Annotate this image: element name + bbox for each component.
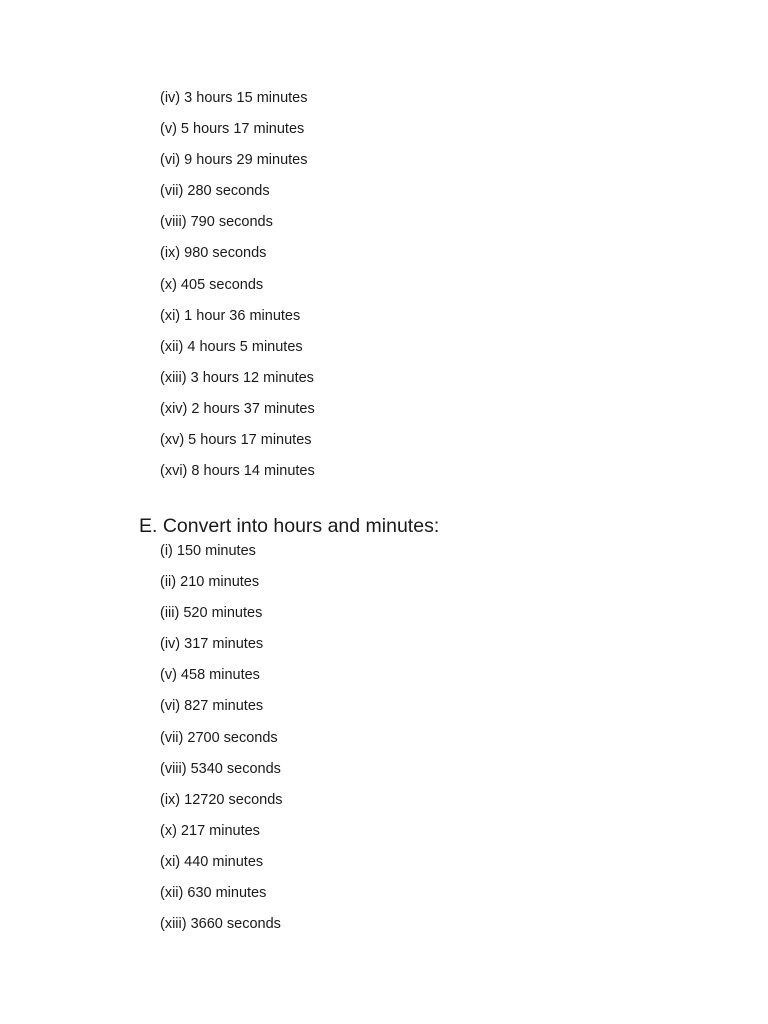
question-item: (viii) 5340 seconds [160, 760, 281, 777]
question-item: (x) 405 seconds [160, 276, 264, 293]
question-item: (vii) 2700 seconds [160, 729, 278, 746]
question-item: (v) 458 minutes [160, 667, 260, 684]
question-item: (ix) 12720 seconds [160, 791, 283, 808]
question-item: (vi) 9 hours 29 minutes [160, 152, 308, 169]
question-item: (v) 5 hours 17 minutes [160, 121, 305, 138]
question-item: (xii) 4 hours 5 minutes [160, 338, 303, 355]
previous-section-question-list [160, 87, 315, 491]
question-item: (ii) 210 minutes [160, 574, 260, 591]
question-item: (ix) 980 seconds [160, 245, 267, 262]
question-item: (iv) 3 hours 15 minutes [160, 90, 308, 106]
question-item: (xvi) 8 hours 14 minutes [160, 463, 315, 480]
question-item: (xi) 1 hour 36 minutes [160, 307, 301, 324]
question-item: (iii) 520 minutes [160, 605, 263, 622]
question-item: (i) 150 minutes [160, 543, 256, 559]
question-item: (x) 217 minutes [160, 822, 260, 839]
section-e-question-list [160, 540, 283, 944]
section-e-heading: E. Convert into hours and minutes: [139, 515, 440, 537]
question-item: (xiii) 3660 seconds [160, 916, 281, 933]
question-item: (xiv) 2 hours 37 minutes [160, 400, 315, 417]
question-item: (viii) 790 seconds [160, 214, 273, 231]
question-item: (vii) 280 seconds [160, 183, 270, 200]
question-item: (xi) 440 minutes [160, 853, 264, 870]
question-item: (iv) 317 minutes [160, 636, 264, 653]
question-item: (xv) 5 hours 17 minutes [160, 432, 312, 449]
question-item: (vi) 827 minutes [160, 698, 264, 715]
question-item: (xiii) 3 hours 12 minutes [160, 369, 314, 386]
question-item: (xii) 630 minutes [160, 885, 267, 902]
